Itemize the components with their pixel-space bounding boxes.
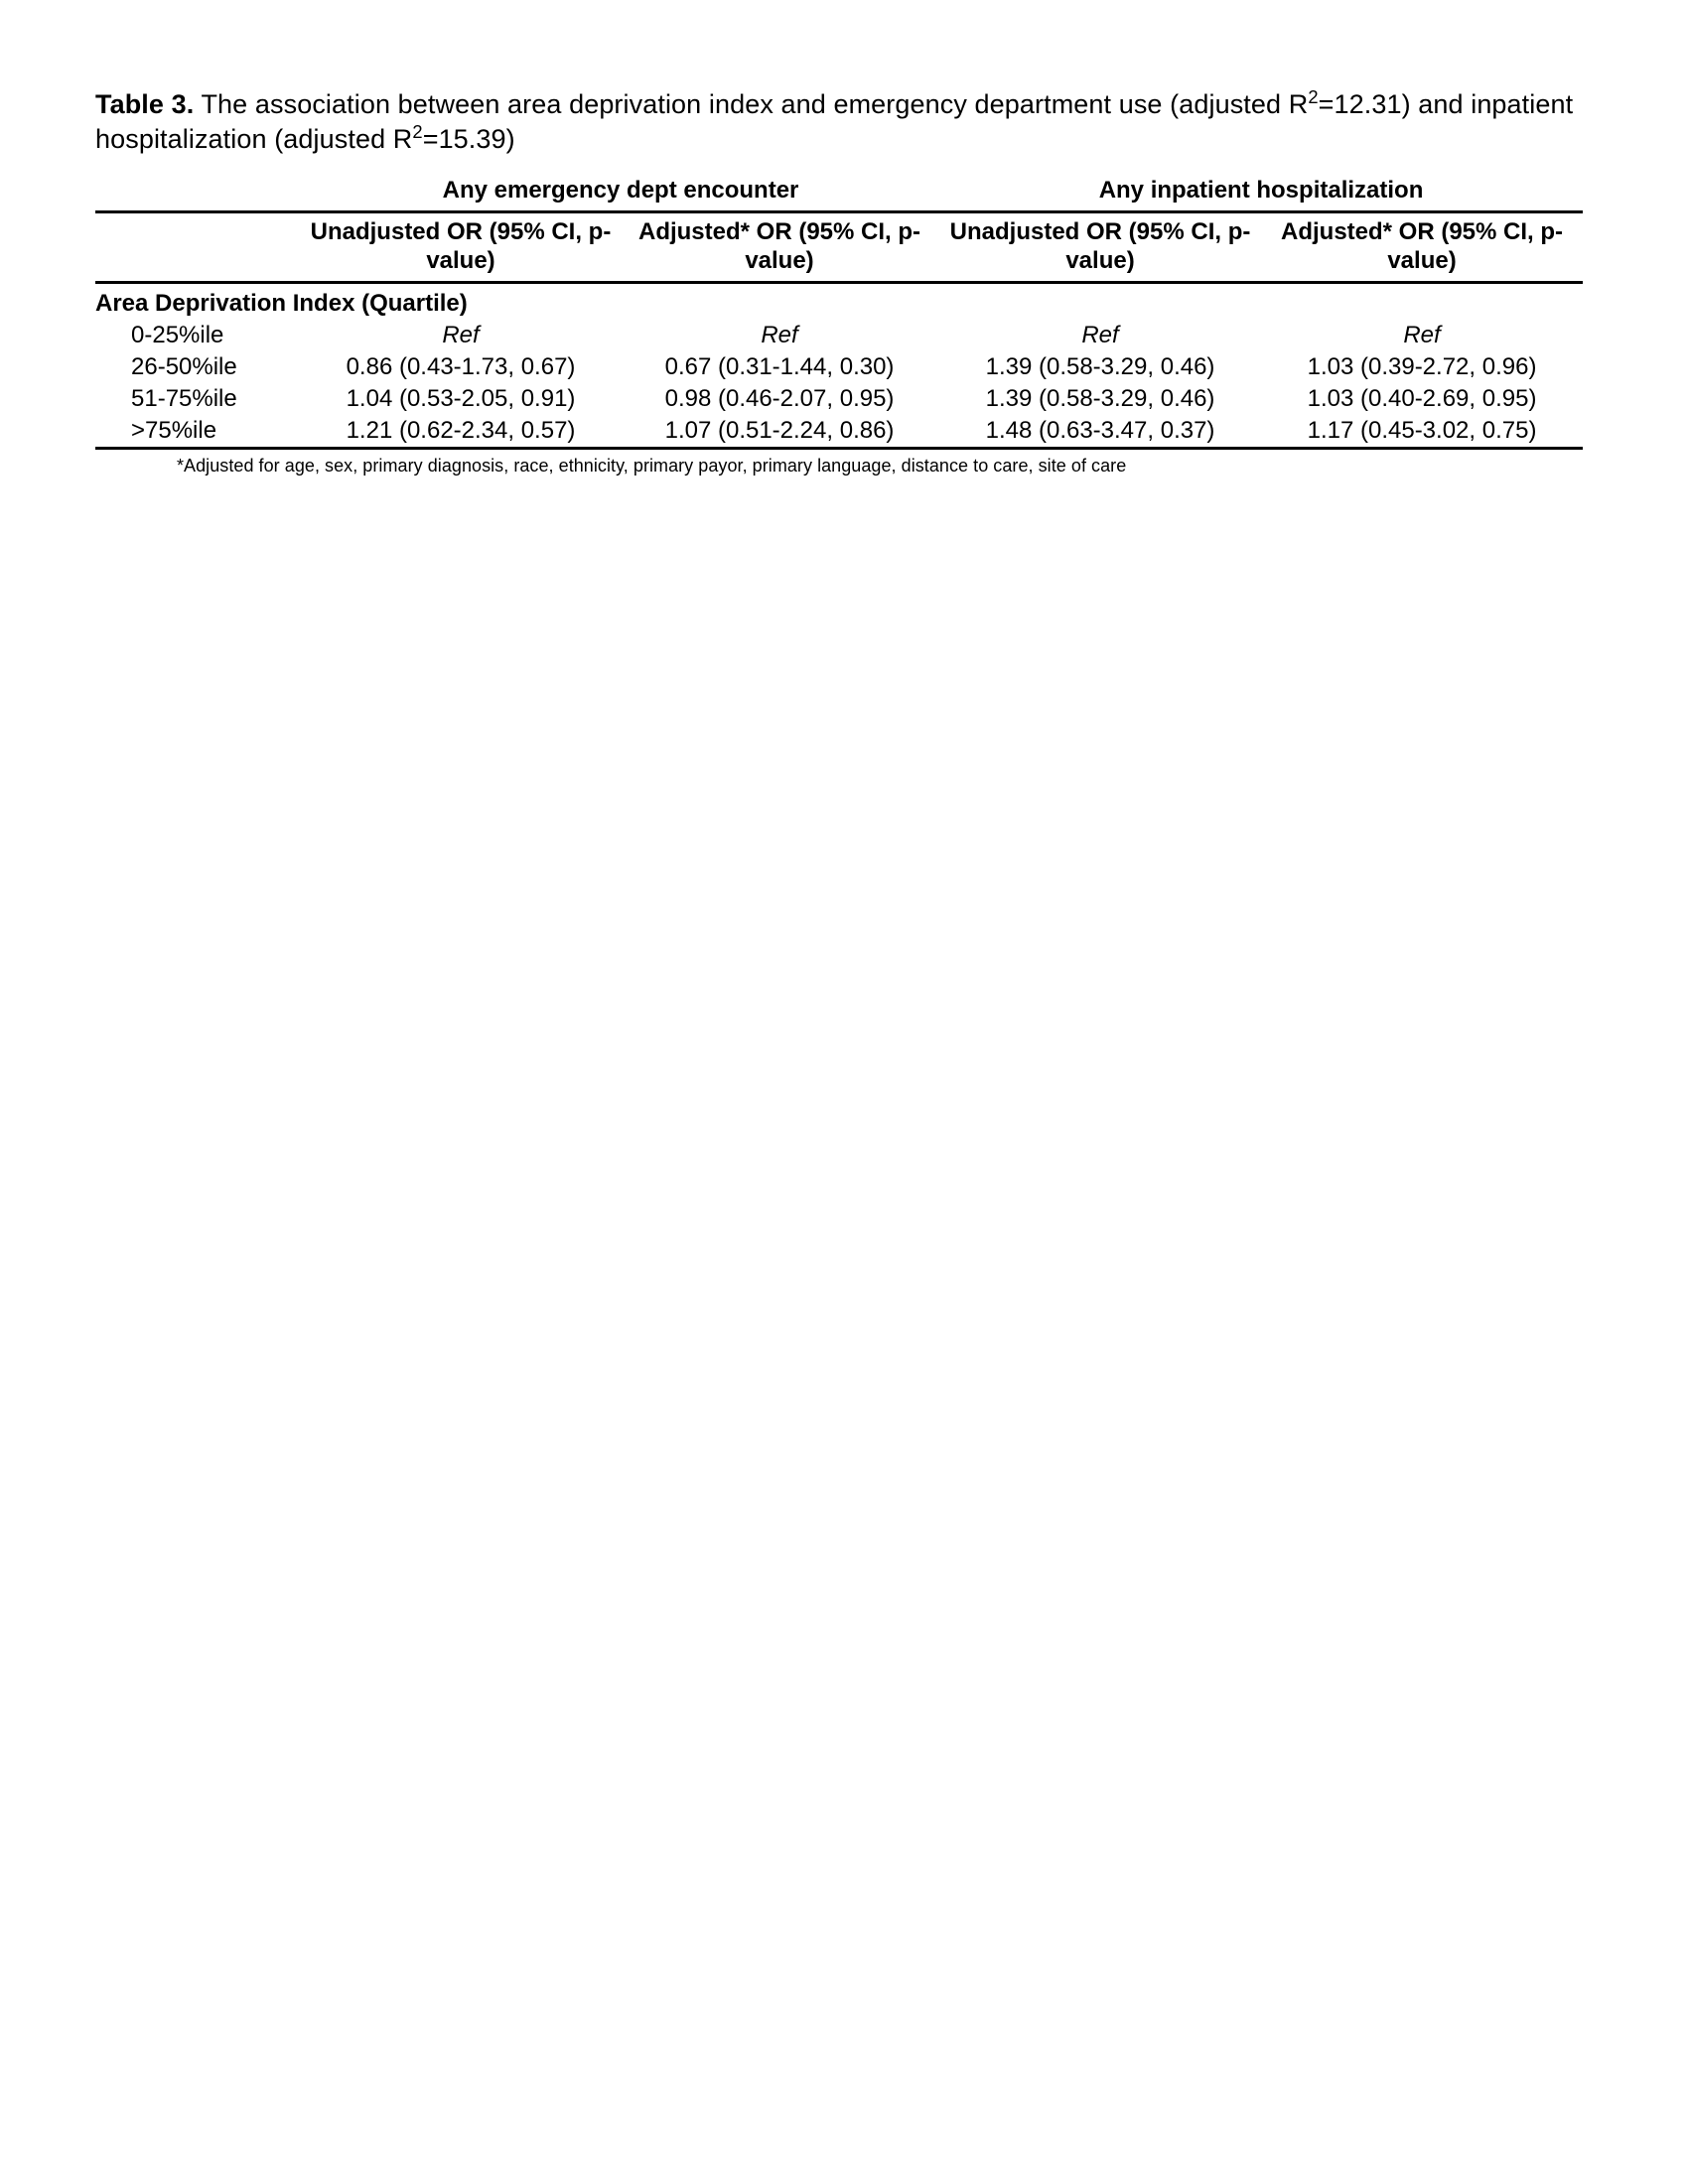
table-caption-text-1: The association between area deprivation index and emergency department use (adjusted R: [194, 89, 1309, 119]
cell-q4-adjusted-ip: 1.17 (0.45-3.02, 0.75): [1307, 416, 1537, 444]
cell-q4-unadjusted-ed: 1.21 (0.62-2.34, 0.57): [346, 416, 576, 444]
results-table: [95, 173, 1583, 450]
table-row: [95, 320, 1583, 351]
section-label-row: [95, 284, 1583, 320]
cell-q2-unadjusted-ip: 1.39 (0.58-3.29, 0.46): [985, 352, 1215, 380]
cell-q1-adjusted-ip: Ref: [1403, 321, 1441, 348]
table-caption-sup-2: 2: [412, 121, 423, 143]
row-label-q3: 51-75%ile: [131, 384, 237, 412]
cell-q4-unadjusted-ip: 1.48 (0.63-3.47, 0.37): [985, 416, 1215, 444]
cell-q3-unadjusted-ed: 1.04 (0.53-2.05, 0.91): [346, 384, 576, 412]
table-row: [95, 383, 1583, 415]
table-block: [95, 87, 1595, 477]
row-label-q4: >75%ile: [131, 416, 217, 444]
column-header-adjusted-ed: Adjusted* OR (95% CI, p-value): [637, 218, 921, 274]
column-header-adjusted-ip: Adjusted* OR (95% CI, p-value): [1281, 218, 1564, 274]
group-header-spacer: [95, 173, 302, 212]
group-header-row: [95, 173, 1583, 212]
cell-q4-adjusted-ed: 1.07 (0.51-2.24, 0.86): [664, 416, 895, 444]
column-header-row: [95, 213, 1583, 282]
section-label-adi: Area Deprivation Index (Quartile): [95, 289, 468, 317]
table-caption-text-3: =15.39): [422, 124, 515, 155]
column-header-unadjusted-ed: Unadjusted OR (95% CI, p-value): [310, 218, 612, 274]
cell-q3-unadjusted-ip: 1.39 (0.58-3.29, 0.46): [985, 384, 1215, 412]
table-caption-text-2: =12.31) and inpatient hospitalization (adjusted R: [95, 89, 1574, 155]
cell-q1-adjusted-ed: Ref: [761, 321, 798, 348]
cell-q3-adjusted-ip: 1.03 (0.40-2.69, 0.95): [1307, 384, 1537, 412]
table-row: [95, 351, 1583, 383]
table-row: [95, 415, 1583, 449]
cell-q2-adjusted-ip: 1.03 (0.39-2.72, 0.96): [1307, 352, 1537, 380]
cell-q1-unadjusted-ip: Ref: [1081, 321, 1119, 348]
group-header-emergency: Any emergency dept encounter: [442, 177, 799, 205]
table-footnote: *Adjusted for age, sex, primary diagnosis, race, ethnicity, primary payor, primary language, distance to care, site of care: [177, 455, 1127, 476]
cell-q2-adjusted-ed: 0.67 (0.31-1.44, 0.30): [664, 352, 895, 380]
column-header-unadjusted-ip: Unadjusted OR (95% CI, p-value): [949, 218, 1251, 274]
table-caption-sup-1: 2: [1308, 86, 1319, 107]
row-label-q1: 0-25%ile: [131, 321, 224, 348]
cell-q1-unadjusted-ed: Ref: [442, 321, 480, 348]
table-caption: [95, 87, 1595, 157]
group-header-inpatient: Any inpatient hospitalization: [1098, 177, 1424, 205]
cell-q2-unadjusted-ed: 0.86 (0.43-1.73, 0.67): [346, 352, 576, 380]
table-caption-label: Table 3.: [95, 89, 195, 119]
column-header-spacer: [95, 213, 302, 282]
cell-q3-adjusted-ed: 0.98 (0.46-2.07, 0.95): [664, 384, 895, 412]
row-label-q2: 26-50%ile: [131, 352, 237, 380]
